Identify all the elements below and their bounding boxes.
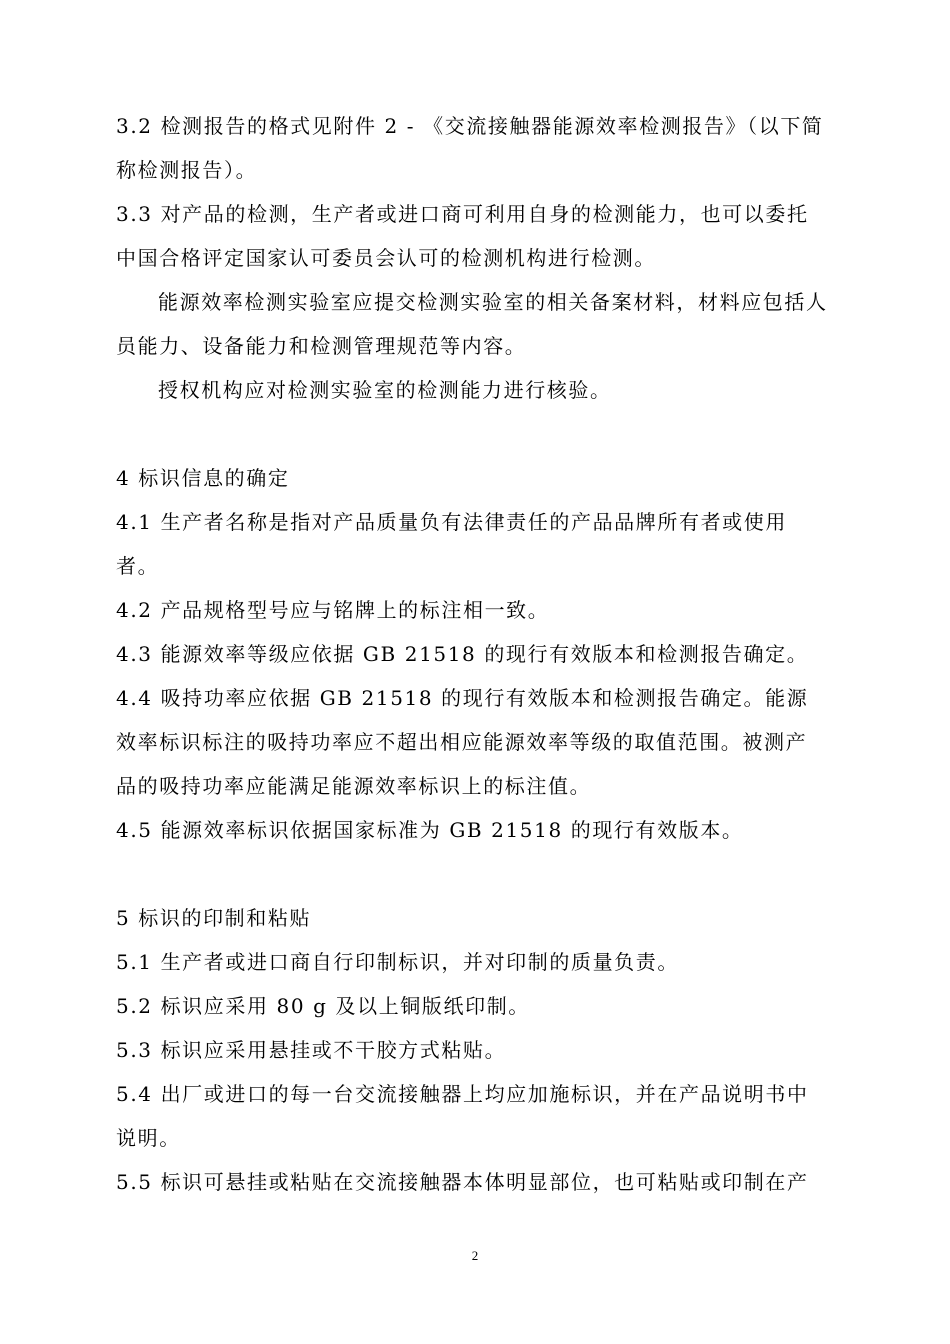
paragraph-5-4: 5.4 出厂或进口的每一台交流接触器上均应加施标识，并在产品说明书中说明。 bbox=[116, 1082, 809, 1150]
paragraph-4-4: 4.4 吸持功率应依据 GB 21518 的现行有效版本和检测报告确定。能源效率标识标注的吸持功率应不超出相应能源效率等级的取值范围。被测产品的吸持功率应能满足能源效率标识上的标注值。 bbox=[116, 686, 809, 798]
page-number: 2 bbox=[471, 1248, 479, 1263]
paragraph-5-1: 5.1 生产者或进口商自行印制标识，并对印制的质量负责。 bbox=[116, 950, 679, 974]
paragraph-4-5: 4.5 能源效率标识依据国家标准为 GB 21518 的现行有效版本。 bbox=[116, 818, 744, 842]
section-heading-5: 5 标识的印制和粘贴 bbox=[116, 906, 312, 930]
paragraph-3-2: 3.2 检测报告的格式见附件 2 - 《交流接触器能源效率检测报告》（以下简称检测报告）。 bbox=[116, 114, 824, 182]
paragraph-5-2: 5.2 标识应采用 80 g 及以上铜版纸印制。 bbox=[116, 994, 530, 1018]
paragraph-lab-verification: 授权机构应对检测实验室的检测能力进行核验。 bbox=[158, 378, 612, 402]
paragraph-4-1: 4.1 生产者名称是指对产品质量负有法律责任的产品品牌所有者或使用者。 bbox=[116, 510, 787, 578]
paragraph-5-5: 5.5 标识可悬挂或粘贴在交流接触器本体明显部位，也可粘贴或印制在产 bbox=[116, 1170, 809, 1194]
paragraph-5-3: 5.3 标识应采用悬挂或不干胶方式粘贴。 bbox=[116, 1038, 507, 1062]
document-body bbox=[116, 104, 828, 1204]
paragraph-lab-materials: 能源效率检测实验室应提交检测实验室的相关备案材料，材料应包括人员能力、设备能力和检测管理规范等内容。 bbox=[116, 290, 828, 358]
paragraph-3-3: 3.3 对产品的检测，生产者或进口商可利用自身的检测能力，也可以委托中国合格评定国家认可委员会认可的检测机构进行检测。 bbox=[116, 202, 809, 270]
section-heading-4: 4 标识信息的确定 bbox=[116, 466, 290, 490]
paragraph-4-2: 4.2 产品规格型号应与铭牌上的标注相一致。 bbox=[116, 598, 550, 622]
paragraph-4-3: 4.3 能源效率等级应依据 GB 21518 的现行有效版本和检测报告确定。 bbox=[116, 642, 809, 666]
